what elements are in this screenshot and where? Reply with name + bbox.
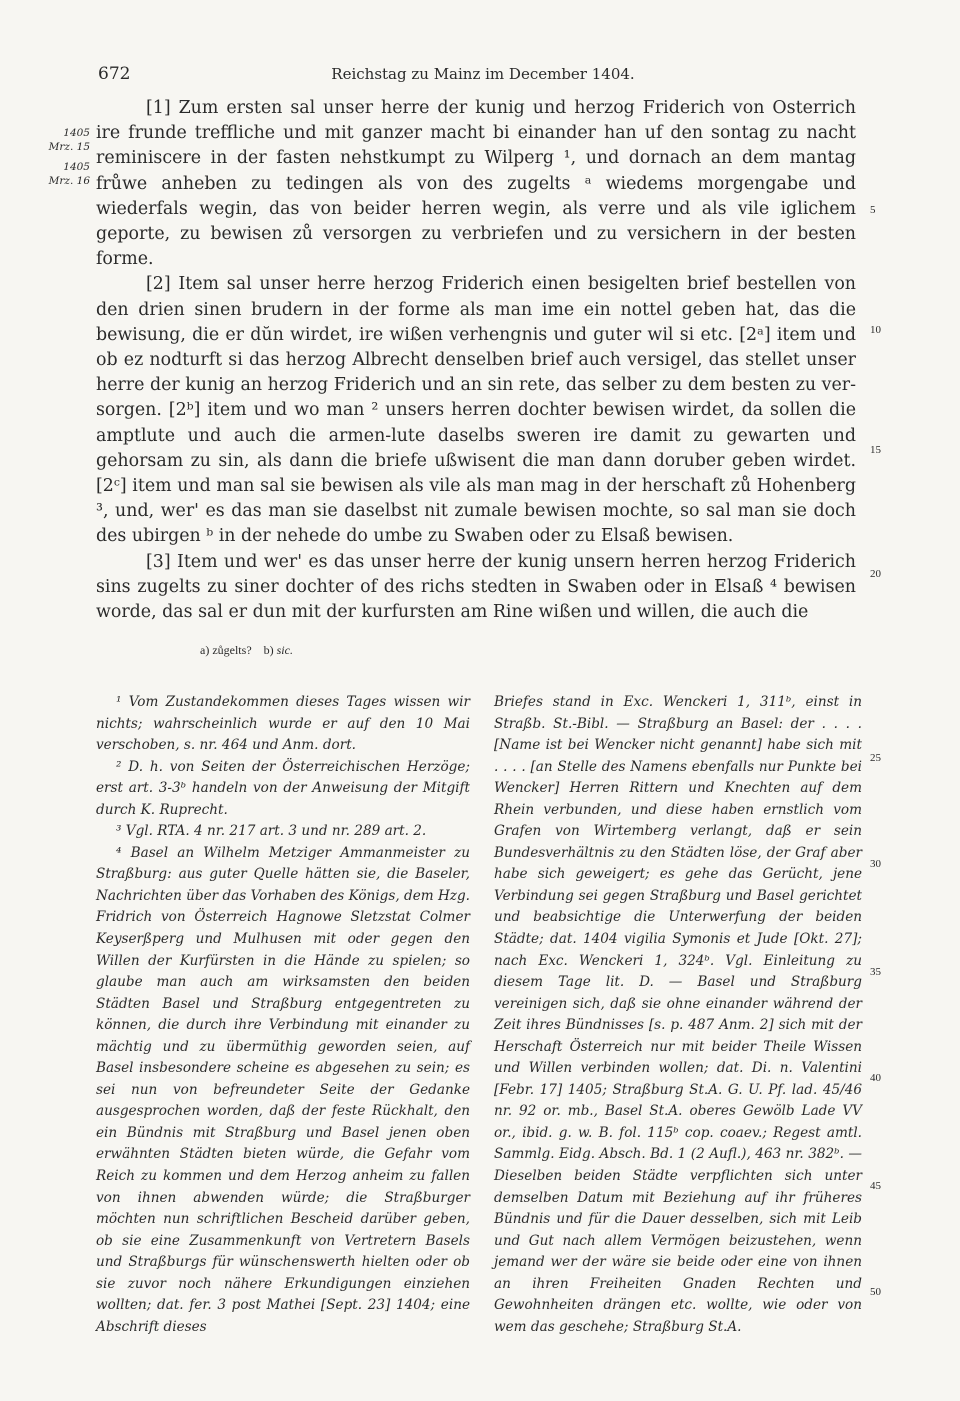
footnotes-right-column <box>494 692 862 1338</box>
running-title: Reichstag zu Mainz im December 1404. <box>331 65 635 83</box>
apparatus-note-b-text: sic. <box>276 643 293 657</box>
footnotes-left-column <box>96 692 470 1338</box>
paragraph: [3] Item und wer' es das unser herre der kunig unsern herren herzog Friderich sins zugelts zu siner dochter of des richs stedten in Swaben oder in Elsaß ⁴ bewisen worde, das sal er dun mit der kurfursten am Rine wißen und willen, die auch die <box>96 551 856 623</box>
page-number: 672 <box>98 64 131 84</box>
line-number: 35 <box>870 966 881 978</box>
paragraph: [1] Zum ersten sal unser herre der kunig und herzog Friderich von Osterrich ire frunde treffliche und mit ganzer macht bi einander han uf den sontag zu nacht reminiscere in der fasten nehstkumpt zu Wilperg ¹, und dornach an dem mantag frůwe anheben zu tedingen als von des zugelts ᵃ wiedems morgengabe und wiederfals wegin, das von beider herren wegin, als verre und als vile iglichem geporte, zu bewisen zů versorgen zu verbriefen und zu versichern in der besten forme. <box>96 98 856 270</box>
line-number: 25 <box>870 752 881 764</box>
line-number: 10 <box>870 324 881 336</box>
line-number: 50 <box>870 1286 881 1298</box>
paragraph: [2] Item sal unser herre herzog Friderich einen besigelten brief bestellen von den drien sinen brudern in der forme als man ime ein nottel geben hat, das die bewisung, die er dŭn wirdet, ire wißen verhengnis und guter wil si etc. [2ᵃ] item und ob ez nodturft si das herzog Albrecht denselben brief auch versigel, das stellet unser herre der kunig an herzog Friderich und an sin rete, das selber zu dem besten zu versorgen. [2ᵇ] item und wo man ² unsers herren dochter bewisen wirdet, da sollen die amptlute und auch die armen-lute daselbs sweren ire damit zu gewarten und gehorsam zu sin, als dann die briefe ußwisent die man dann doruber geben wirdet. [2ᶜ] item und man sal sie bewisen als vile als man mag in der herschaft zů Hohenberg ³, und, wer' es das man sie daselbst nit zumale bewisen mochte, so sal man sie doch des ubirgen ᵇ in der nehede do umbe zu Swaben oder zu Elsaß bewisen. <box>96 274 856 547</box>
footnote: ³ Vgl. RTA. 4 nr. 217 art. 3 und nr. 289 art. 2. <box>116 823 427 840</box>
footnote: ⁴ Basel an Wilhelm Metziger Ammanmeister zu Straßburg: aus guter Quelle hätten sie, die Baseler, Nachrichten über das Vorhaben des Königs, dem Hzg. Fridrich von Österreich Hagnowe Sletzstat Colmer Keyserßperg und Mulhusen mit oder gegen den Willen der Kurfürsten in die Hände zu spielen; so glaube man auch am wirksamsten den beiden Städten Basel und Straßburg entgegentreten zu können, die durch ihre Verbindung mit einander zu mächtig und zu übermüthig geworden seien, auf Basel insbesondere scheine es abgesehen zu sein; es sei nun von befreundeter Seite der Gedanke ausgesprochen worden, daß der feste Rückhalt, den ein Bündnis mit Straßburg und Basel jenen oben erwähnten Städten bieten würde, die Gefahr vom Reich zu kommen und dem Herzog anheim zu fallen von ihnen abwenden würde; die Straßburger möchten nun schriftlichen Bescheid darüber geben, ob sie eine Zusammenkunft von Vertretern Basels und Straßburgs für wünschenswerth hielten oder ob sie zuvor noch nähere Erkundigungen einziehen wollten; dat. fer. 3 post Mathei [Sept. 23] 1404; eine Abschrift dieses <box>96 844 470 1335</box>
footnote-continuation: Briefes stand in Exc. Wenckeri 1, 311ᵇ, einst in Straßb. St.-Bibl. — Straßburg an Basel: der . . . . [Name ist bei Wencker nicht genannt] habe sich mit . . . . [an Stelle des Namens ebenfalls nur Punkte bei Wencker] Herren Rittern und Knechten auf dem Rhein verbunden, und diese haben ernstlich vom Grafen von Wirtemberg verlangt, daß er sein Bundesverhältnis zu den Städten löse, der Graf aber habe sich geweigert; es gehe das Gerücht, jene Verbindung sei gegen Straßburg und Basel gerichtet und beabsichtige die Unterwerfung der beiden Städte; dat. 1404 vigilia Symonis et Jude [Okt. 27]; nach Exc. Wenckeri 1, 324ᵇ. Vgl. Einleitung zu diesem Tage lit. D. — Basel und Straßburg vereinigen sich, daß sie ohne einander während der Zeit ihres Bündnisses [s. p. 487 Anm. 2] sich mit der Herschaft Österreich nur mit beider Theile Wissen und Willen verbinden wollen; dat. Di. n. Valentini [Febr. 17] 1405; Straßburg St.A. G. U. Pf. lad. 45/46 nr. 92 or. mb., Basel St.A. oberes Gewölb Lade VV or., ibid. g. w. B. fol. 115ᵇ cop. coaev.; Regest amtl. Sammlg. Eidg. Absch. Bd. 1 (2 Aufl.), 463 nr. 382ᵇ. — Dieselben beiden Städte verpflichten sich unter demselben Datum mit Beziehung auf ihr früheres Bündnis und für die Dauer desselben, sich mit Leib und Gut nach allem Vermögen beizustehen, wenn jemand wer der wäre sie beide oder eine von ihnen an ihren Freiheiten Gnaden Rechten und Gewohnheiten drängen etc. wollte, wie oder von wem das geschehe; Straßburg St.A. <box>494 694 862 1335</box>
footnote: ² D. h. von Seiten der Österreichischen Herzöge; erst art. 3-3ᵇ handeln von der Anweisung der Mitgift durch K. Ruprecht. <box>96 758 470 818</box>
line-number: 30 <box>870 858 881 870</box>
margin-date: 1405 Mrz. 16 <box>48 161 90 187</box>
line-number: 15 <box>870 444 881 456</box>
line-number: 40 <box>870 1072 881 1084</box>
main-text <box>96 96 856 625</box>
apparatus-notes <box>200 643 293 658</box>
line-number: 45 <box>870 1180 881 1192</box>
apparatus-note-a: a) zůgelts? <box>200 643 252 657</box>
line-number: 20 <box>870 568 881 580</box>
line-number: 5 <box>870 204 876 216</box>
page-header <box>98 64 868 88</box>
margin-date: 1405 Mrz. 15 <box>48 127 90 153</box>
footnote: ¹ Vom Zustandekommen dieses Tages wissen wir nichts; wahrscheinlich wurde er auf den 10 Mai verschoben, s. nr. 464 und Anm. dort. <box>96 694 470 754</box>
apparatus-note-b-label: b) <box>263 643 274 657</box>
